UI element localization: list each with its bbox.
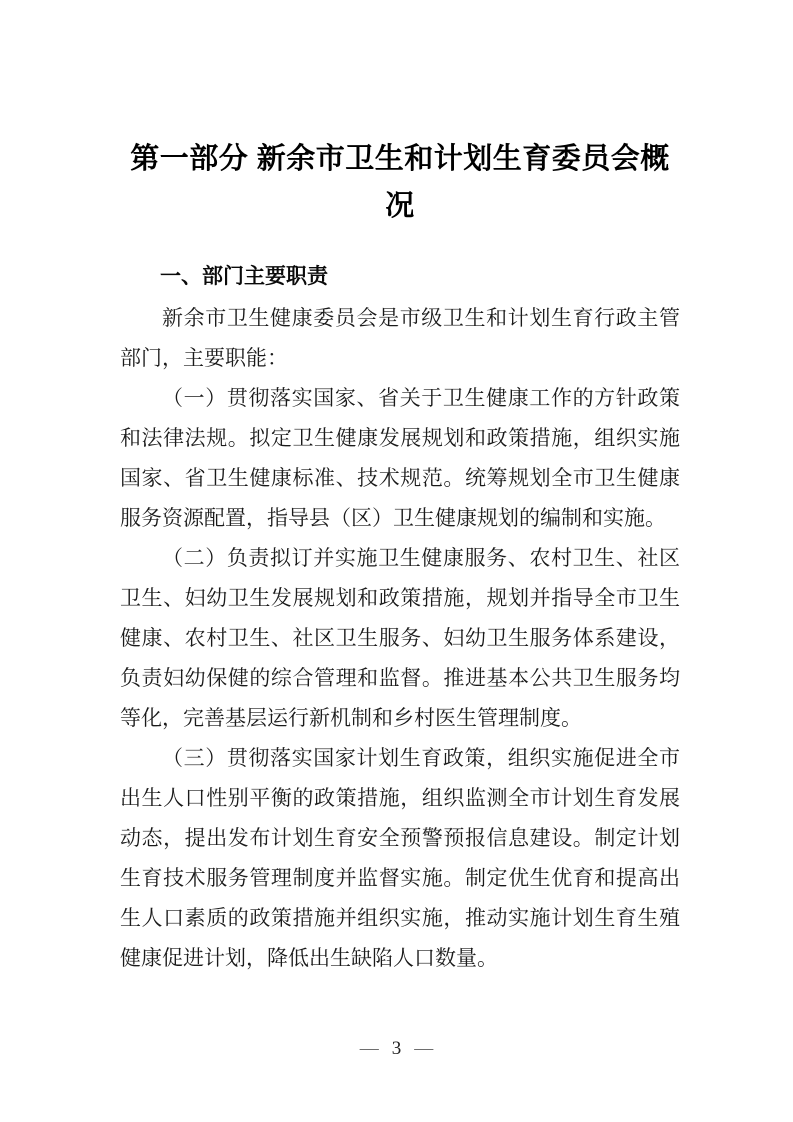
- body-paragraph: （三）贯彻落实国家计划生育政策，组织实施促进全市出生人口性别平衡的政策措施，组织监测全市计划生育发展动态，提出发布计划生育安全预警预报信息建设。制定计划生育技术服务管理制度并监督实施。制定优生优育和提高出生人口素质的政策措施并组织实施，推动实施计划生育生殖健康促进计划，降低出生缺陷人口数量。: [120, 746, 680, 970]
- body-paragraph: 新余市卫生健康委员会是市级卫生和计划生育行政主管部门，主要职能：: [120, 306, 680, 370]
- page-body: [120, 0, 680, 978]
- footer-dash-right: —: [414, 1038, 434, 1059]
- body-paragraph: （二）负责拟订并实施卫生健康服务、农村卫生、社区卫生、妇幼卫生发展规划和政策措施，规划并指导全市卫生健康、农村卫生、社区卫生服务、妇幼卫生服务体系建设，负责妇幼保健的综合管理和监督。推进基本公共卫生服务均等化，完善基层运行新机制和乡村医生管理制度。: [120, 546, 680, 730]
- page-number: 3: [391, 1038, 402, 1059]
- main-text: [120, 298, 680, 978]
- footer-dash-left: —: [359, 1038, 379, 1059]
- document-title-line-1: 第一部分 新余市卫生和计划生育委员会概: [130, 143, 670, 175]
- document-title-line-2: 况: [385, 190, 415, 222]
- document-title: [120, 136, 680, 230]
- section-heading: 一、部门主要职责: [160, 265, 328, 288]
- page-footer: [0, 1036, 793, 1062]
- body-paragraph: （一）贯彻落实国家、省关于卫生健康工作的方针政策和法律法规。拟定卫生健康发展规划和政策措施，组织实施国家、省卫生健康标准、技术规范。统筹规划全市卫生健康服务资源配置，指导县（区）卫生健康规划的编制和实施。: [120, 386, 680, 530]
